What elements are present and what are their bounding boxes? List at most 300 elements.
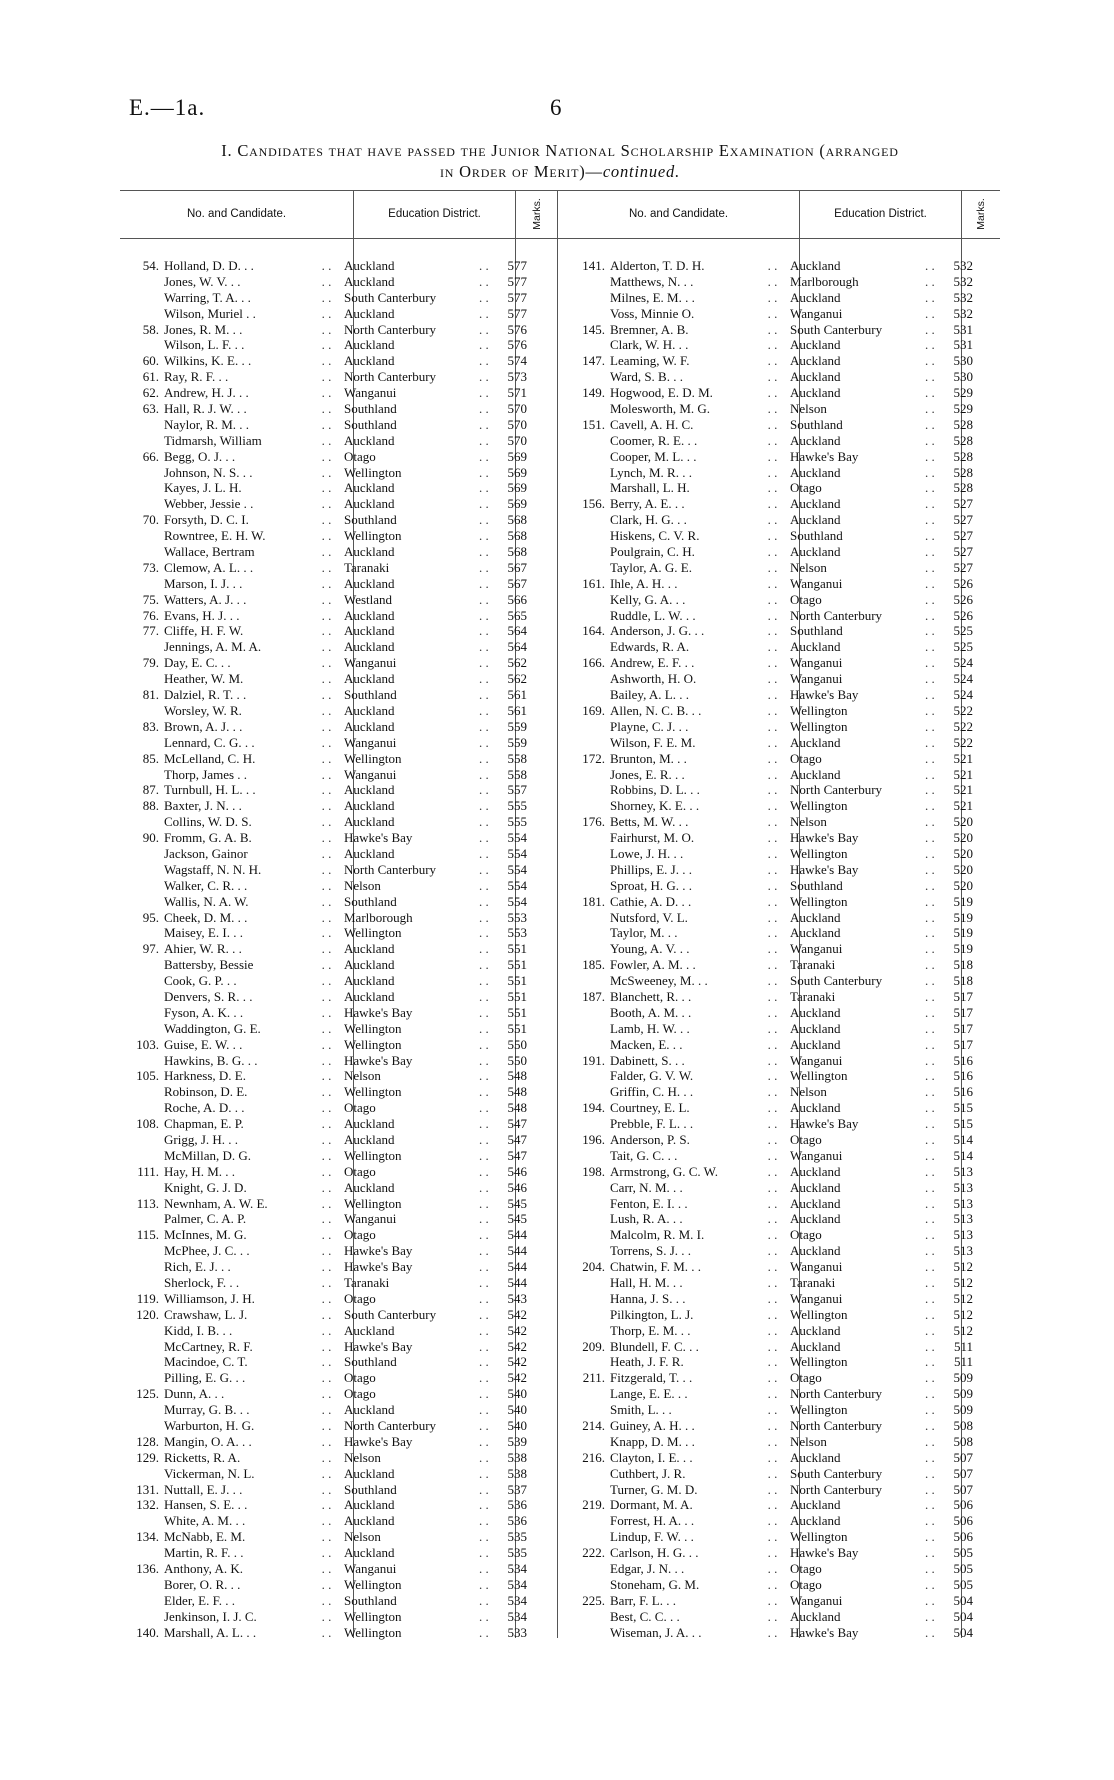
leader-dots: . . (321, 988, 332, 1004)
candidate-name: Warburton, H. G. (164, 1418, 255, 1434)
table-row (120, 544, 556, 560)
candidate-name: Roche, A. D. . . (164, 1100, 245, 1116)
leader-dots: . . (479, 1306, 489, 1322)
education-district: Wellington (790, 718, 848, 734)
leader-dots: . . (479, 1163, 489, 1179)
candidate-name: Jones, E. R. . . (610, 766, 685, 782)
marks-value: 545 (507, 1195, 527, 1211)
table-row (566, 862, 1002, 878)
table-row (120, 989, 556, 1005)
candidate-name: Hawkins, B. G. . . (164, 1052, 258, 1068)
leader-dots: . . (321, 607, 332, 623)
education-district: Wellington (344, 1608, 402, 1624)
table-row (120, 623, 556, 639)
marks-value: 571 (507, 385, 527, 401)
table-row (120, 512, 556, 528)
leader-dots: . . (479, 957, 489, 973)
education-district: Wellington (790, 845, 848, 861)
leader-dots: . . (321, 1227, 332, 1243)
education-district: Wellington (344, 528, 402, 544)
education-district: Auckland (344, 1465, 395, 1481)
candidate-name: Wilson, Muriel . . (164, 305, 256, 321)
rank-number: 125. (136, 1386, 159, 1402)
education-district: Wellington (344, 750, 402, 766)
leader-dots: . . (321, 1386, 332, 1402)
table-row (120, 767, 556, 783)
table-row (566, 1593, 1002, 1609)
leader-dots: . . (479, 1513, 489, 1529)
candidate-name: Cooper, M. L. . . (610, 448, 697, 464)
leader-dots: . . (479, 1179, 489, 1195)
education-district: Wanganui (344, 734, 397, 750)
marks-value: 527 (953, 559, 973, 575)
candidate-name: Lindup, F. W. . . (610, 1529, 694, 1545)
leader-dots: . . (767, 305, 778, 321)
leader-dots: . . (479, 861, 489, 877)
leader-dots: . . (479, 575, 489, 591)
education-district: Auckland (790, 909, 841, 925)
rank-number (120, 814, 164, 830)
table-row (566, 623, 1002, 639)
leader-dots: . . (321, 957, 332, 973)
rank-number (566, 1307, 610, 1323)
rank-number: 187. (582, 988, 605, 1004)
leader-dots: . . (321, 385, 332, 401)
marks-value: 569 (507, 480, 527, 496)
header-bottom-rule (120, 238, 1000, 239)
education-district: Taranaki (344, 559, 390, 575)
education-district: Nelson (344, 877, 381, 893)
education-district: Auckland (790, 1195, 841, 1211)
rank-number: 196. (582, 1131, 605, 1147)
leader-dots: . . (479, 496, 489, 512)
education-district: North Canterbury (790, 1386, 883, 1402)
candidate-name: Maisey, E. I. . . (164, 925, 243, 941)
education-district: Hawke's Bay (344, 1243, 413, 1259)
table-row (120, 846, 556, 862)
leader-dots: . . (321, 973, 332, 989)
rank-number (566, 735, 610, 751)
table-row (566, 910, 1002, 926)
rank-number: 181. (582, 893, 605, 909)
table-row (120, 306, 556, 322)
rank-number: 54. (142, 258, 159, 273)
education-district: North Canterbury (344, 321, 437, 337)
marks-value: 542 (507, 1322, 527, 1338)
education-district: North Canterbury (344, 861, 437, 877)
leader-dots: . . (767, 607, 778, 623)
leader-dots: . . (925, 416, 935, 432)
table-row (566, 973, 1002, 989)
candidate-name: Nuttall, E. J. . . (164, 1481, 243, 1497)
leader-dots: . . (479, 814, 489, 830)
leader-dots: . . (321, 528, 332, 544)
leader-dots: . . (321, 1195, 332, 1211)
table-row (120, 496, 556, 512)
candidate-name: Holland, D. D. . . (164, 258, 254, 273)
education-district: Wanganui (790, 655, 843, 671)
table-row (120, 1323, 556, 1339)
rank-number: 216. (582, 1449, 605, 1465)
table-row (566, 1339, 1002, 1355)
rank-number: 149. (582, 385, 605, 401)
candidate-name: Chatwin, F. M. . . (610, 1259, 702, 1275)
leader-dots: . . (925, 385, 935, 401)
table-row (566, 989, 1002, 1005)
education-district: Otago (790, 480, 822, 496)
table-row (566, 1450, 1002, 1466)
candidate-name: Thorp, E. M. . . (610, 1322, 691, 1338)
leader-dots: . . (925, 575, 935, 591)
leader-dots: . . (925, 623, 935, 639)
leader-dots: . . (767, 1402, 778, 1418)
leader-dots: . . (925, 988, 935, 1004)
leader-dots: . . (479, 782, 489, 798)
marks-value: 557 (507, 782, 527, 798)
leader-dots: . . (925, 1545, 935, 1561)
candidate-name: Taylor, M. . . (610, 925, 678, 941)
leader-dots: . . (767, 559, 778, 575)
leader-dots: . . (767, 1275, 778, 1290)
candidate-name: Hay, H. M. . . (164, 1163, 236, 1179)
leader-dots: . . (925, 1513, 935, 1529)
table-row (566, 576, 1002, 592)
education-district: Auckland (790, 1100, 841, 1116)
education-district: Hawke's Bay (790, 1545, 859, 1561)
education-district: Otago (344, 1227, 376, 1243)
education-district: Auckland (790, 385, 841, 401)
marks-value: 522 (953, 734, 973, 750)
marks-value: 554 (507, 893, 527, 909)
leader-dots: . . (767, 1592, 778, 1608)
leader-dots: . . (479, 671, 489, 687)
leader-dots: . . (925, 369, 935, 385)
rank-number (566, 1291, 610, 1307)
table-row (120, 433, 556, 449)
marks-value: 513 (953, 1179, 973, 1195)
leader-dots: . . (925, 1354, 935, 1370)
leader-dots: . . (925, 1449, 935, 1465)
rank-number (566, 1482, 610, 1498)
marks-value: 528 (953, 416, 973, 432)
education-district: Otago (790, 1561, 822, 1577)
rank-number (566, 528, 610, 544)
table-row (120, 1418, 556, 1434)
leader-dots: . . (479, 655, 489, 671)
leader-dots: . . (321, 1465, 332, 1481)
rank-number (120, 1005, 164, 1021)
leader-dots: . . (321, 1275, 332, 1290)
leader-dots: . . (925, 671, 935, 687)
leader-dots: . . (767, 1259, 778, 1275)
rank-number: 131. (136, 1481, 159, 1497)
left-header-marks (516, 192, 557, 236)
rank-number: 211. (582, 1370, 605, 1386)
marks-value: 512 (953, 1275, 973, 1290)
leader-dots: . . (479, 1084, 489, 1100)
candidate-name: Lange, E. E. . . (610, 1386, 688, 1402)
rank-number: 120. (136, 1306, 159, 1322)
rank-number: 85. (142, 750, 159, 766)
table-row (120, 894, 556, 910)
leader-dots: . . (925, 814, 935, 830)
table-row (566, 592, 1002, 608)
candidate-name: Jones, R. M. . . (164, 321, 243, 337)
candidate-name: Robbins, D. L. . . (610, 782, 700, 798)
leader-dots: . . (767, 416, 778, 432)
rank-number (120, 480, 164, 496)
education-district: Southland (790, 877, 843, 893)
rank-number (120, 417, 164, 433)
education-district: Otago (790, 591, 822, 607)
marks-value: 531 (953, 321, 973, 337)
table-row (566, 1021, 1002, 1037)
leader-dots: . . (479, 1068, 489, 1084)
table-row (566, 369, 1002, 385)
marks-value: 534 (507, 1576, 527, 1592)
left-header-candidate-text: No. and Candidate. (186, 208, 287, 220)
table-row (120, 1021, 556, 1037)
table-row (120, 1307, 556, 1323)
leader-dots: . . (479, 480, 489, 496)
table-row (566, 560, 1002, 576)
table-row (566, 1323, 1002, 1339)
candidate-name: Voss, Minnie O. (610, 305, 695, 321)
education-district: Auckland (790, 925, 841, 941)
education-district: Wellington (344, 1195, 402, 1211)
rank-number (120, 1132, 164, 1148)
marks-value: 505 (953, 1576, 973, 1592)
title-line-2-text: in Order of Merit)— (439, 162, 603, 181)
table-row (566, 957, 1002, 973)
candidate-name: Heath, J. F. R. (610, 1354, 684, 1370)
table-row (120, 1339, 556, 1355)
candidate-name: Begg, O. J. . . (164, 448, 236, 464)
education-district: Auckland (344, 544, 395, 560)
rank-number (566, 830, 610, 846)
education-district: Auckland (344, 432, 395, 448)
leader-dots: . . (321, 1259, 332, 1275)
marks-value: 527 (953, 512, 973, 528)
rank-number (566, 639, 610, 655)
education-district: Southland (344, 416, 397, 432)
marks-value: 517 (953, 1036, 973, 1052)
rank-number (566, 1116, 610, 1132)
rank-number (566, 687, 610, 703)
table-row (566, 925, 1002, 941)
leader-dots: . . (479, 687, 489, 703)
rank-number (566, 782, 610, 798)
candidate-name: Young, A. V. . . (610, 941, 690, 957)
rank-number: 97. (142, 941, 159, 957)
leader-dots: . . (767, 941, 778, 957)
education-district: Auckland (790, 353, 841, 369)
marks-value: 519 (953, 893, 973, 909)
leader-dots: . . (479, 1418, 489, 1434)
rank-number (120, 1259, 164, 1275)
marks-value: 569 (507, 448, 527, 464)
leader-dots: . . (925, 464, 935, 480)
marks-value: 507 (953, 1481, 973, 1497)
leader-dots: . . (925, 480, 935, 496)
leader-dots: . . (767, 845, 778, 861)
leader-dots: . . (925, 1290, 935, 1306)
marks-value: 522 (953, 702, 973, 718)
leader-dots: . . (479, 321, 489, 337)
table-row (120, 1100, 556, 1116)
education-district: Wellington (790, 1529, 848, 1545)
rank-number (566, 862, 610, 878)
education-district: Auckland (790, 1163, 841, 1179)
candidate-name: Phillips, E. J. . . (610, 861, 692, 877)
leader-dots: . . (767, 1243, 778, 1259)
leader-dots: . . (767, 1449, 778, 1465)
rank-number: 198. (582, 1163, 605, 1179)
candidate-name: Heather, W. M. (164, 671, 244, 687)
leader-dots: . . (767, 575, 778, 591)
rank-number: 76. (142, 607, 159, 623)
marks-value: 515 (953, 1100, 973, 1116)
candidate-name: Betts, M. W. . . (610, 814, 689, 830)
marks-value: 537 (507, 1481, 527, 1497)
leader-dots: . . (321, 734, 332, 750)
leader-dots: . . (479, 1449, 489, 1465)
rank-number (566, 1068, 610, 1084)
marks-value: 528 (953, 464, 973, 480)
rank-number (120, 1339, 164, 1355)
education-district: Wanganui (790, 305, 843, 321)
marks-value: 518 (953, 957, 973, 973)
rank-number (120, 528, 164, 544)
marks-value: 570 (507, 432, 527, 448)
table-row (566, 703, 1002, 719)
education-district: South Canterbury (344, 1306, 437, 1322)
rank-number (120, 989, 164, 1005)
candidate-name: Poulgrain, C. H. (610, 544, 695, 560)
table-row (120, 322, 556, 338)
candidate-name: Wilson, F. E. M. (610, 734, 696, 750)
table-row (120, 1037, 556, 1053)
candidate-name: Thorp, James . . (164, 766, 248, 782)
leader-dots: . . (321, 1322, 332, 1338)
leader-dots: . . (925, 782, 935, 798)
candidate-name: McInnes, M. G. (164, 1227, 247, 1243)
education-district: Auckland (344, 941, 395, 957)
education-district: Southland (790, 528, 843, 544)
candidate-name: Fairhurst, M. O. (610, 830, 695, 846)
leader-dots: . . (767, 1290, 778, 1306)
leader-dots: . . (479, 1322, 489, 1338)
rank-number: 219. (582, 1497, 605, 1513)
rank-number: 108. (136, 1116, 159, 1132)
table-row (120, 1561, 556, 1577)
table-row (120, 1196, 556, 1212)
candidate-name: Day, E. C. . . (164, 655, 231, 671)
leader-dots: . . (479, 734, 489, 750)
leader-dots: . . (321, 893, 332, 909)
rank-number: 61. (142, 369, 159, 385)
leader-dots: . . (767, 1576, 778, 1592)
marks-value: 506 (953, 1513, 973, 1529)
leader-dots: . . (925, 591, 935, 607)
education-district: Wanganui (344, 1561, 397, 1577)
rank-number (120, 1148, 164, 1164)
leader-dots: . . (767, 1545, 778, 1561)
candidate-name: Ihle, A. H. . . (610, 575, 678, 591)
rank-number (566, 1211, 610, 1227)
leader-dots: . . (321, 337, 332, 353)
candidate-name: Evans, H. J. . . (164, 607, 240, 623)
table-row (120, 1132, 556, 1148)
table-row (566, 1370, 1002, 1386)
candidate-name: Forrest, H. A. . . (610, 1513, 695, 1529)
education-district: Auckland (790, 1338, 841, 1354)
rank-number (566, 290, 610, 306)
table-row (120, 1116, 556, 1132)
leader-dots: . . (479, 401, 489, 417)
table-row (566, 719, 1002, 735)
candidate-name: Clark, H. G. . . (610, 512, 687, 528)
right-header-district-text: Education District. (834, 208, 927, 220)
rank-number: 73. (142, 559, 159, 575)
candidate-name: Booth, A. M. . . (610, 1004, 692, 1020)
document-reference: E.—1a. (129, 95, 206, 120)
marks-value: 550 (507, 1036, 527, 1052)
table-row (120, 449, 556, 465)
candidate-name: Playne, C. J. . . (610, 718, 689, 734)
marks-value: 520 (953, 877, 973, 893)
leader-dots: . . (321, 798, 332, 814)
rank-number (566, 1275, 610, 1291)
marks-value: 514 (953, 1147, 973, 1163)
leader-dots: . . (321, 814, 332, 830)
table-row (120, 655, 556, 671)
marks-value: 569 (507, 464, 527, 480)
table-row (120, 830, 556, 846)
leader-dots: . . (479, 559, 489, 575)
rank-number (566, 1148, 610, 1164)
education-district: Otago (344, 1290, 376, 1306)
candidate-name: Rich, E. J. . . (164, 1259, 231, 1275)
candidate-name: Guiney, A. H. . . (610, 1418, 695, 1434)
table-row (566, 1068, 1002, 1084)
marks-value: 536 (507, 1513, 527, 1529)
candidate-name: Clemow, A. L. . . (164, 559, 254, 575)
marks-value: 527 (953, 528, 973, 544)
leader-dots: . . (767, 337, 778, 353)
leader-dots: . . (925, 1275, 935, 1290)
table-row (566, 1625, 1002, 1641)
candidate-name: Hogwood, E. D. M. (610, 385, 713, 401)
leader-dots: . . (925, 687, 935, 703)
candidate-name: Cathie, A. D. . . (610, 893, 692, 909)
marks-value: 532 (953, 258, 973, 273)
rank-number (120, 337, 164, 353)
education-district: Auckland (344, 1131, 395, 1147)
candidate-name: Kidd, I. B. . . (164, 1322, 233, 1338)
candidate-name: Fenton, E. I. . . (610, 1195, 688, 1211)
rank-number (120, 1593, 164, 1609)
leader-dots: . . (479, 1052, 489, 1068)
education-district: Wanganui (790, 1147, 843, 1163)
marks-value: 528 (953, 448, 973, 464)
rank-number (566, 1577, 610, 1593)
education-district: Auckland (344, 845, 395, 861)
leader-dots: . . (925, 1576, 935, 1592)
candidate-name: Fromm, G. A. B. (164, 830, 252, 846)
education-district: Auckland (344, 671, 395, 687)
leader-dots: . . (925, 1084, 935, 1100)
